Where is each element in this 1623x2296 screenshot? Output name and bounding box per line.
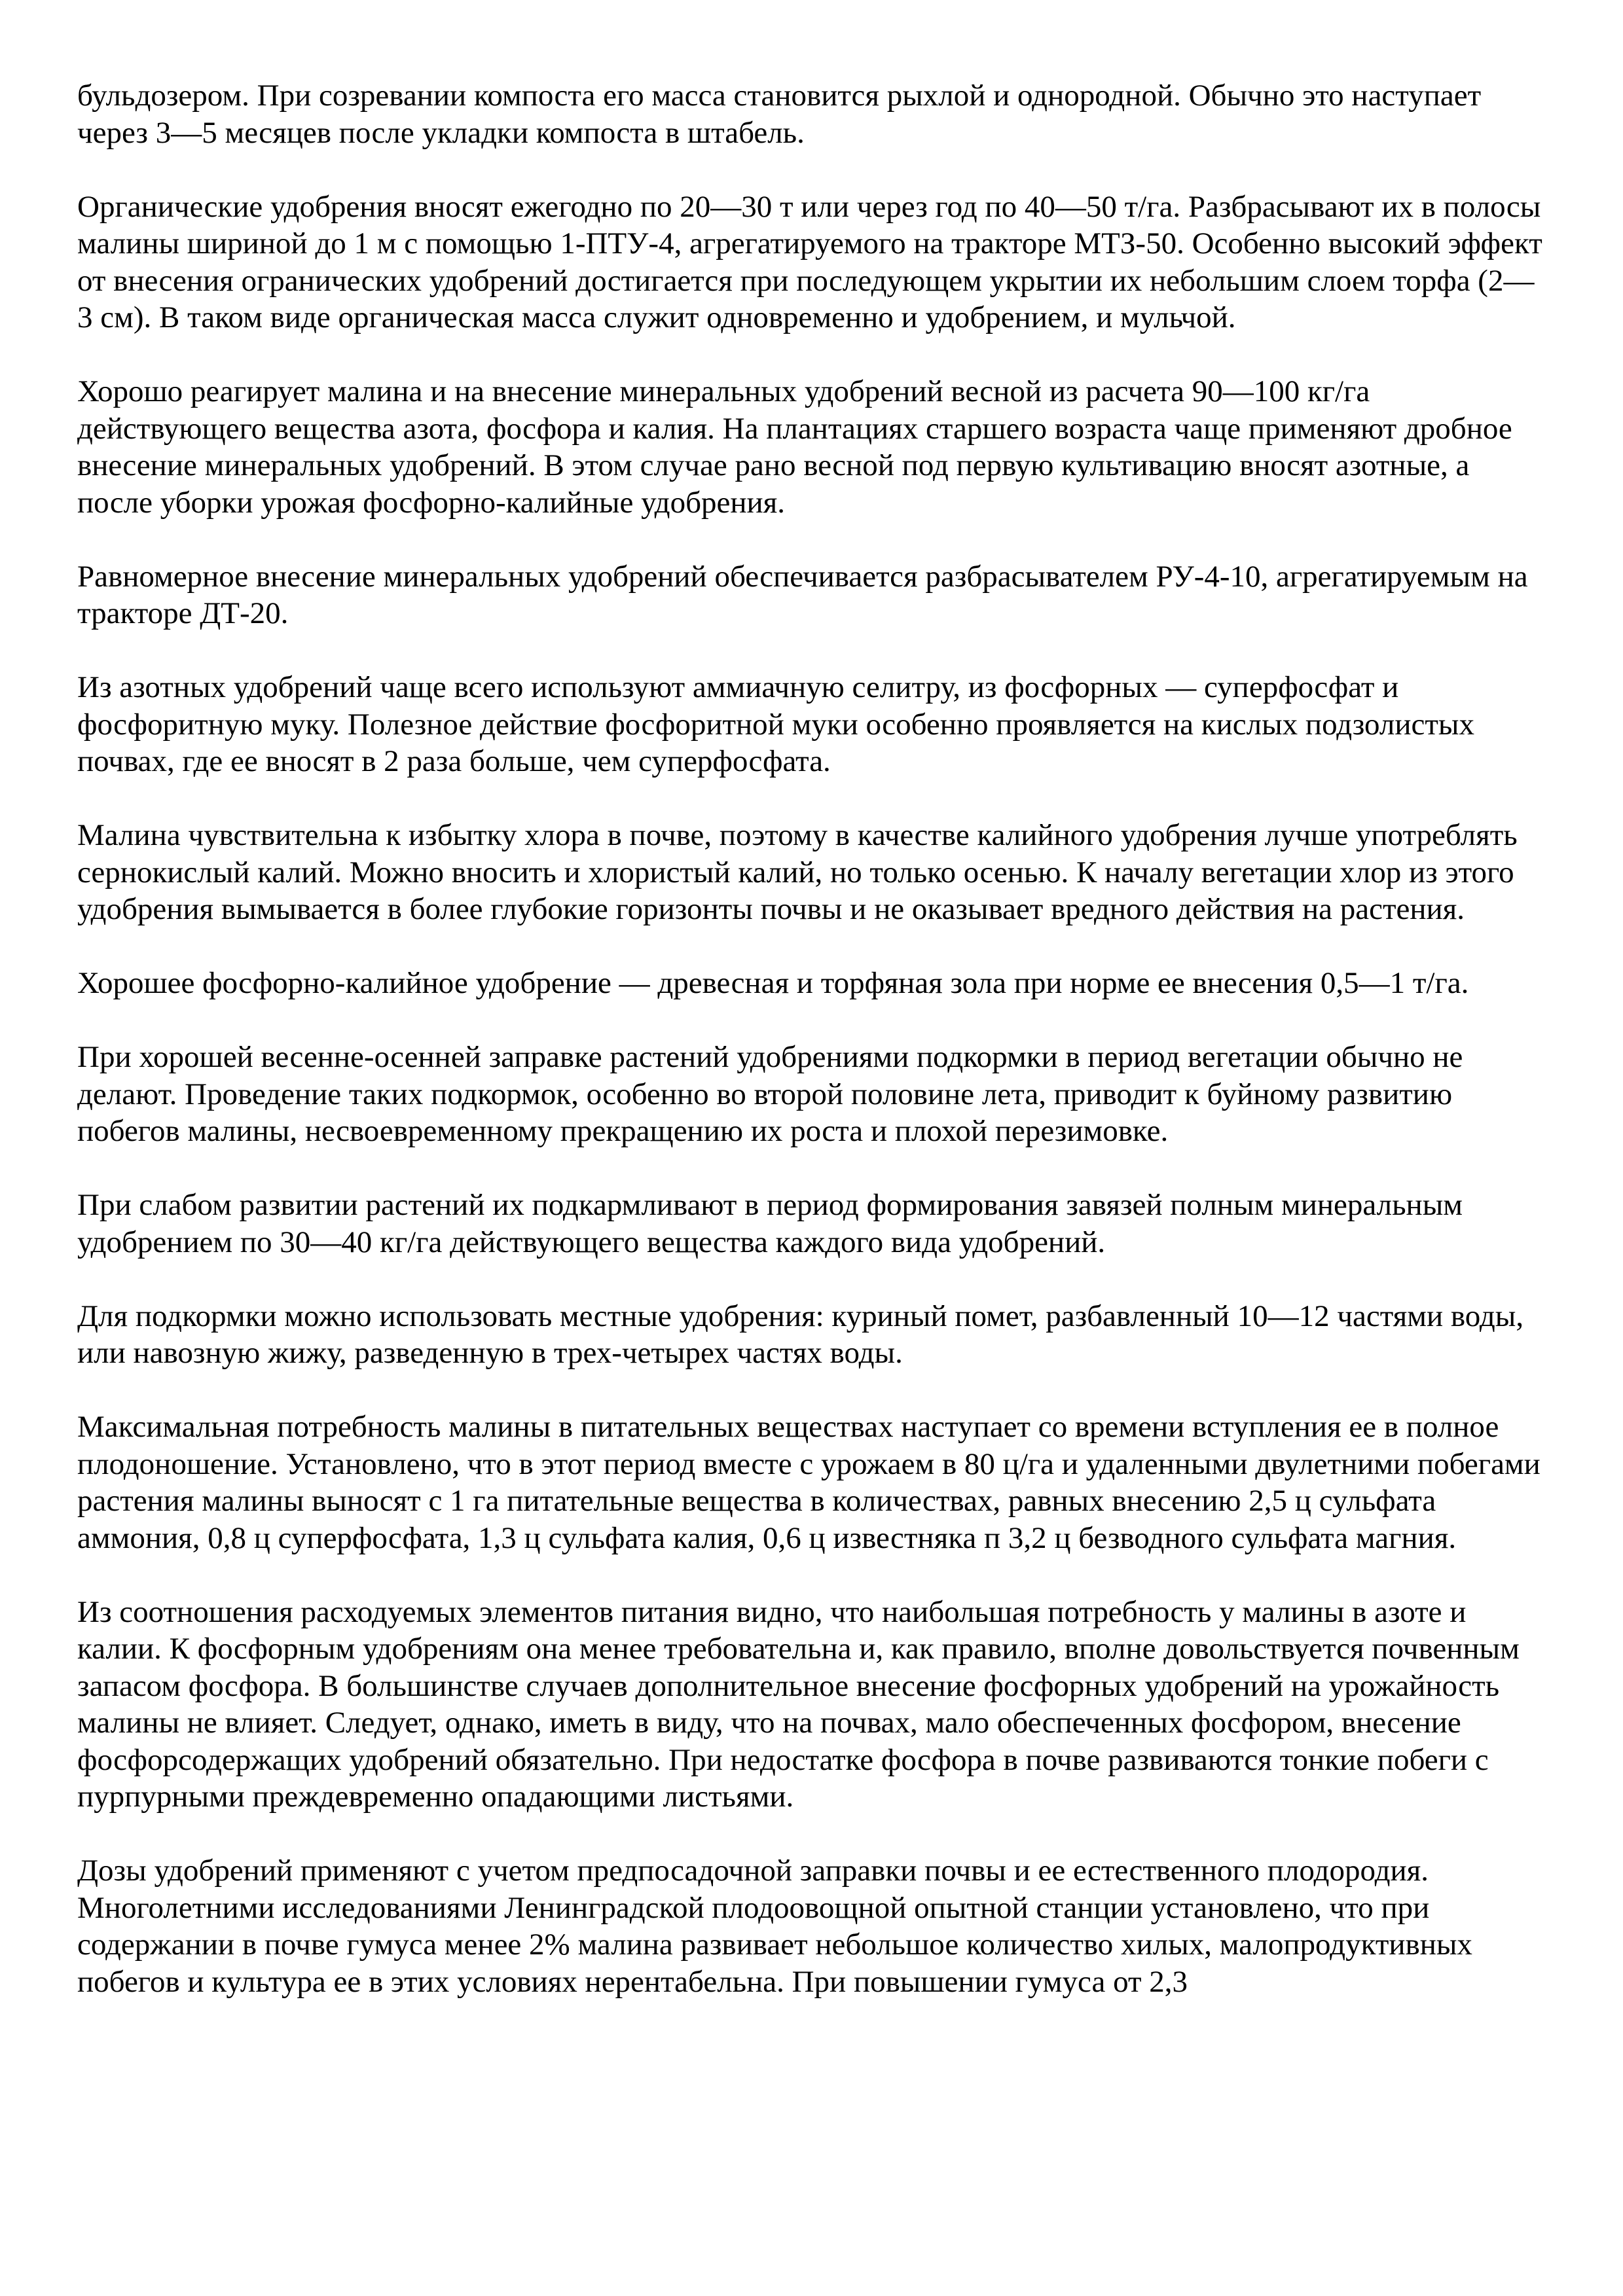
document-page [77,77,1544,2000]
paragraph-nitrogen-phosphorus: Из азотных удобрений чаще всего используют аммиачную селитру, из фосфорных — суперфосфат и фосфоритную муку. Полезное действие фосфоритной муки особенно проявляется на кислых подзолистых почвах, где ее вносят в 2 раза больше, чем суперфосфата. [77,670,1474,778]
paragraph-organic-fertilizers: Органические удобрения вносят ежегодно по 20—30 т или через год по 40—50 т/га. Разбрасывают их в полосы малины шириной до 1 м с помощью 1-ПТУ-4, агрегатируемого на тракторе МТЗ-50. Особенно высокий эффект от внесения огранических удобрений достигается при последующем укрытии их небольшим слоем торфа (2—3 см). В таком виде органическая масса служит одновременно и удобрением, и мульчой. [77,189,1542,334]
paragraph-chlorine-sensitivity: Малина чувствительна к избытку хлора в почве, поэтому в качестве калийного удобрения лучше употреблять сернокислый калий. Можно вносить и хлористый калий, но только осенью. К началу вегетации хлор из этого удобрения вымывается в более глубокие горизонты почвы и не оказывает вредного действия на растения. [77,818,1518,926]
paragraph-ash-fertilizer: Хорошее фосфорно-калийное удобрение — древесная и торфяная зола при норме ее внесения 0,5—1 т/га. [77,966,1469,1000]
paragraph-nutrient-ratio: Из соотношения расходуемых элементов питания видно, что наибольшая потребность у малины в азоте и калии. К фосфорным удобрениям она менее требовательна и, как правило, вполне довольствуется почвенным запасом фосфора. В большинстве случаев дополнительное внесение фосфорных удобрений на урожайность малины не влияет. Следует, однако, иметь в виду, что на почвах, мало обеспеченных фосфором, внесение фосфорсодержащих удобрений обязательно. При недостатке фосфора в почве развиваются тонкие побеги с пурпурными преждевременно опадающими листьями. [77,1594,1520,1814]
paragraph-weak-plants: При слабом развитии растений их подкармливают в период формирования завязей полным минеральным удобрением по 30—40 кг/га действующего вещества каждого вида удобрений. [77,1188,1463,1259]
paragraph-mineral-fertilizers: Хорошо реагирует малина и на внесение минеральных удобрений весной из расчета 90—100 кг/га действующего вещества азота, фосфора и калия. На плантациях старшего возраста чаще применяют дробное внесение минеральных удобрений. В этом случае рано весной под первую культивацию вносят азотные, а после уборки урожая фосфорно-калийные удобрения. [77,374,1512,520]
paragraph-top-dressing: При хорошей весенне-осенней заправке растений удобрениями подкормки в период вегетации обычно не делают. Проведение таких подкормок, особенно во второй половине лета, приводит к буйному развитию побегов малины, несвоевременному прекращению их роста и плохой перезимовке. [77,1040,1463,1148]
paragraph-spreader: Равномерное внесение минеральных удобрений обеспечивается разбрасывателем РУ-4-10, агрегатируемым на тракторе ДТ-20. [77,559,1528,630]
paragraph-fertilizer-doses: Дозы удобрений применяют с учетом предпосадочной заправки почвы и ее естественного плодородия. Многолетними исследованиями Ленинградской плодоовощной опытной станции установлено, что при содержании в почве гумуса менее 2% малина развивает небольшое количество хилых, малопродуктивных побегов и культура ее в этих условиях нерентабельна. При повышении гумуса от 2,3 [77,1854,1472,1999]
paragraph-local-fertilizers: Для подкормки можно использовать местные удобрения: куриный помет, разбавленный 10—12 частями воды, или навозную жижу, разведенную в трех-четырех частях воды. [77,1299,1524,1370]
paragraph-compost-maturation: бульдозером. При созревании компоста его масса становится рыхлой и однородной. Обычно это наступает через 3—5 месяцев после укладки компоста в штабель. [77,79,1482,150]
paragraph-nutrient-demand: Максимальная потребность малины в питательных веществах наступает со времени вступления ее в полное плодоношение. Установлено, что в этот период вместе с урожаем в 80 ц/га и удаленными двулетними побегами растения малины выносят с 1 га питательные вещества в количествах, равных внесению 2,5 ц сульфата аммония, 0,8 ц суперфосфата, 1,3 ц сульфата калия, 0,6 ц известняка п 3,2 ц безводного сульфата магния. [77,1410,1541,1555]
